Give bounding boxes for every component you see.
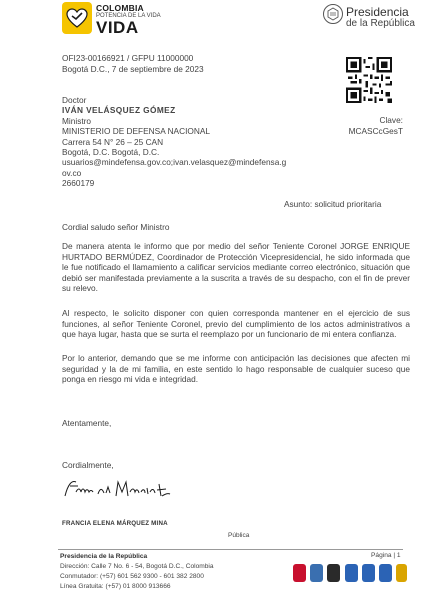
certification-seal-icon <box>362 564 375 582</box>
footer-address: Dirección: Calle 7 No. 6 - 54, Bogotá D.C., Colombia <box>60 563 214 570</box>
clave-value: MCASCcGesT <box>348 126 403 136</box>
paragraph-1: De manera atenta le informo que por medio del señor Teniente Coronel JORGE ENRIQUE HURTADO BERMÚDEZ, Coordinador de Protección Vicepresidencial, he sido informada que le fue notificado el llamamiento a calificar servicios mediante correo electrónico, situación que debió ser manifestada previamente a la suscrita a través de su despacho, con el fin de prever su relevo. <box>62 241 410 294</box>
signer-name: FRANCIA ELENA MÁRQUEZ MINA <box>62 520 168 527</box>
footer-phone: Conmutador: (+57) 601 562 9300 - 601 382 2800 <box>60 573 204 580</box>
certification-seal-icon <box>327 564 340 582</box>
recipient-city: Bogotá, D.C. Bogotá, D.C. <box>62 147 160 158</box>
certification-seal-icon <box>379 564 392 582</box>
presidencia-subtitle: de la República <box>346 18 415 29</box>
recipient-block <box>62 95 392 189</box>
colombia-potencia-logo <box>62 2 182 38</box>
footer-org: Presidencia de la República <box>60 553 148 560</box>
paragraph-2: Al respecto, le solicito disponer con quien corresponda mantener en el ejercicio de sus funciones, al señor Teniente Coronel, previo del cumplimiento de los actos administrativos a que haya lugar, hasta que se surta el reemplazo por un funcionario de mi entera confianza. <box>62 308 410 340</box>
footer-toll-free: Línea Gratuita: (+57) 01 8000 913666 <box>60 583 171 590</box>
footer-block <box>60 552 214 592</box>
logo-colombia-text: COLOMBIA <box>96 3 144 13</box>
recipient-address: Carrera 54 N° 26 – 25 CAN <box>62 136 164 147</box>
recipient-entity: MINISTERIO DE DEFENSA NACIONAL <box>62 126 210 137</box>
certification-seals <box>293 564 408 588</box>
recipient-name: IVÁN VELÁSQUEZ GÓMEZ <box>62 105 176 116</box>
presidential-seal-icon <box>322 3 344 25</box>
logo-potencia-text: POTENCIA DE LA VIDA <box>96 13 161 19</box>
recipient-salutation: Doctor <box>62 95 87 105</box>
greeting: Cordial saludo señor Ministro <box>62 222 170 232</box>
recipient-email-cont: ov.co <box>62 167 82 178</box>
reference-block <box>62 53 204 75</box>
classification-label: Pública <box>228 532 250 539</box>
radicado-number: OFI23-00166921 / GFPU 11000000 <box>62 53 194 63</box>
recipient-email: usuarios@mindefensa.gov.co;ivan.velasquez@mindefensa.g <box>62 157 287 168</box>
closing-atentamente: Atentamente, <box>62 418 112 428</box>
clave-label: Clave: <box>379 115 403 125</box>
closing-cordialmente: Cordialmente, <box>62 460 114 470</box>
certification-seal-icon <box>345 564 358 582</box>
paragraph-3: Por lo anterior, demando que se me informe con anticipación las decisiones que afecten mi seguridad y la de mi familia, en este sentido lo hago responsable de cualquier suceso que ponga en riesgo mi vida e integridad. <box>62 353 410 385</box>
presidencia-title: Presidencia <box>346 5 409 19</box>
certification-seal-icon <box>293 564 306 582</box>
presidencia-logo <box>322 3 442 33</box>
place-date: Bogotá D.C., 7 de septiembre de 2023 <box>62 64 204 74</box>
certification-seal-icon <box>396 564 407 582</box>
recipient-phone: 2660179 <box>62 178 95 189</box>
certification-seal-icon <box>310 564 323 582</box>
logo-vida-text: VIDA <box>96 18 139 37</box>
handwritten-signature <box>62 474 172 504</box>
subject-line: Asunto: solicitud prioritaria <box>284 199 382 209</box>
recipient-role: Ministro <box>62 115 92 126</box>
colombia-heart-logo-icon <box>62 2 92 34</box>
footer-divider <box>58 549 403 550</box>
page-number: Página | 1 <box>371 552 401 559</box>
